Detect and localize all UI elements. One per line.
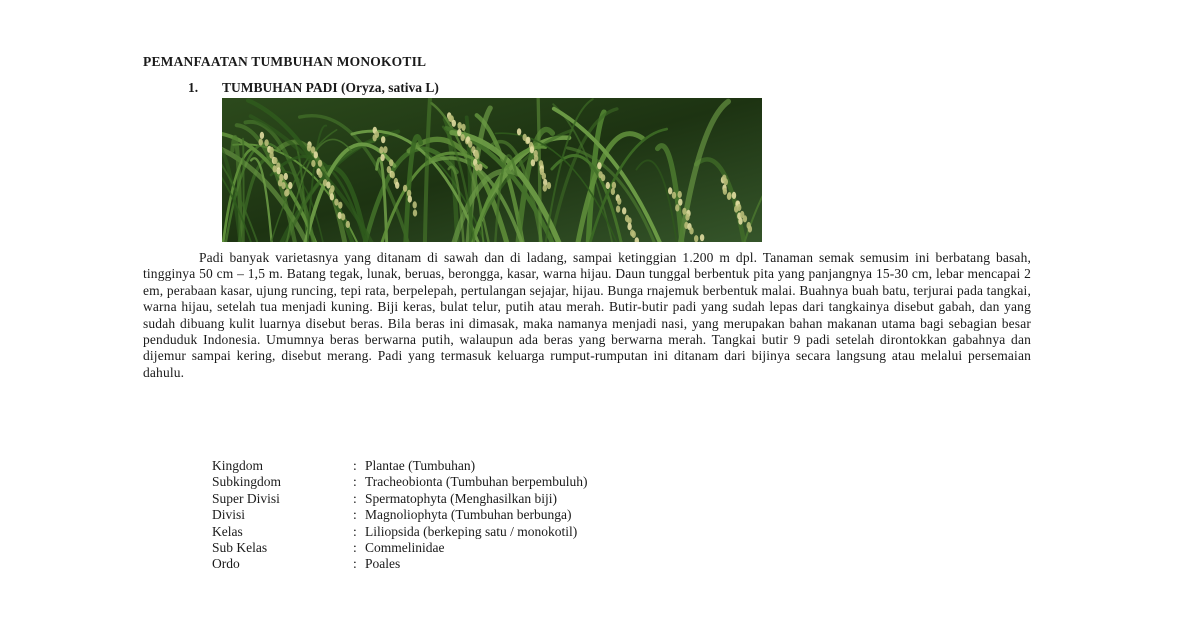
taxonomy-value: Plantae (Tumbuhan) bbox=[365, 458, 476, 473]
section-heading bbox=[188, 80, 439, 96]
taxonomy-rank: Kelas bbox=[212, 523, 243, 539]
taxonomy-separator: : bbox=[353, 523, 357, 539]
description-paragraph: Padi banyak varietasnya yang ditanam di sawah dan di ladang, sampai ketinggian 1.200 m dpl. Tanaman semak semusim ini berbatang basah, tingginya 50 cm – 1,5 m. Batang tegak, lunak, beruas, berongga, kasar, warna hijau. Daun tunggal berbentuk pita yang panjangnya 15-30 cm, lebar mencapai 2 em, perabaan kasar, ujung runcing, tepi rata, berpelepah, pertulangan sejajar, hijau. Bunga rnajemuk berbentuk malai. Buahnya buah batu, terjurai pada tangkai, warna hijau, setelah tua menjadi kuning. Biji keras, bulat telur, putih atau merah. Butir-butir padi yang sudah lepas dari tangkainya disebut gabah, dan yang sudah dibuang kulit luarnya disebut beras. Bila beras ini dimasak, maka namanya menjadi nasi, yang merupakan bahan makanan utama bagi sebagian besar penduduk Indonesia. Umumnya beras berwarna putih, walaupun ada beras yang berwarna merah. Tangkai butir 9 padi setelah dirontokkan gabahnya dan dijemur sampai kering, disebut merang. Padi yang termasuk keluarga rumput-rumputan ini ditanam dari bijinya secara langsung atau melalui persemaian dahulu. bbox=[143, 250, 1031, 380]
taxonomy-row bbox=[212, 540, 587, 556]
taxonomy-table bbox=[212, 458, 587, 573]
taxonomy-row bbox=[212, 474, 587, 490]
taxonomy-value: Liliopsida (berkeping satu / monokotil) bbox=[365, 523, 578, 539]
taxonomy-separator: : bbox=[353, 458, 357, 473]
document-title: PEMANFAATAN TUMBUHAN MONOKOTIL bbox=[143, 54, 427, 69]
taxonomy-value: Magnoliophyta (Tumbuhan berbunga) bbox=[365, 507, 572, 523]
taxonomy-row bbox=[212, 458, 587, 474]
taxonomy-rank: Divisi bbox=[212, 507, 246, 523]
rice-plant-image-icon bbox=[222, 98, 762, 242]
taxonomy-rank: Ordo bbox=[212, 556, 240, 572]
taxonomy-rank: Subkingdom bbox=[212, 474, 282, 490]
taxonomy-row bbox=[212, 556, 587, 572]
section-heading-text: TUMBUHAN PADI (Oryza, sativa L) bbox=[222, 80, 439, 95]
taxonomy-separator: : bbox=[353, 556, 357, 572]
taxonomy-separator: : bbox=[353, 507, 357, 523]
taxonomy-separator: : bbox=[353, 490, 357, 506]
taxonomy-value: Poales bbox=[365, 556, 401, 572]
taxonomy-row bbox=[212, 491, 587, 507]
taxonomy-separator: : bbox=[353, 474, 357, 490]
taxonomy-value: Spermatophyta (Menghasilkan biji) bbox=[365, 490, 557, 506]
taxonomy-value: Tracheobionta (Tumbuhan berpembuluh) bbox=[365, 474, 588, 490]
taxonomy-value: Commelinidae bbox=[365, 540, 445, 556]
taxonomy-rank: Kingdom bbox=[212, 458, 264, 473]
taxonomy-row bbox=[212, 524, 587, 540]
rice-plant-photo bbox=[222, 98, 762, 242]
taxonomy-rank: Sub Kelas bbox=[212, 540, 268, 556]
section-number: 1. bbox=[188, 80, 199, 95]
taxonomy-separator: : bbox=[353, 540, 357, 556]
taxonomy-rank: Super Divisi bbox=[212, 490, 280, 506]
taxonomy-row bbox=[212, 507, 587, 523]
